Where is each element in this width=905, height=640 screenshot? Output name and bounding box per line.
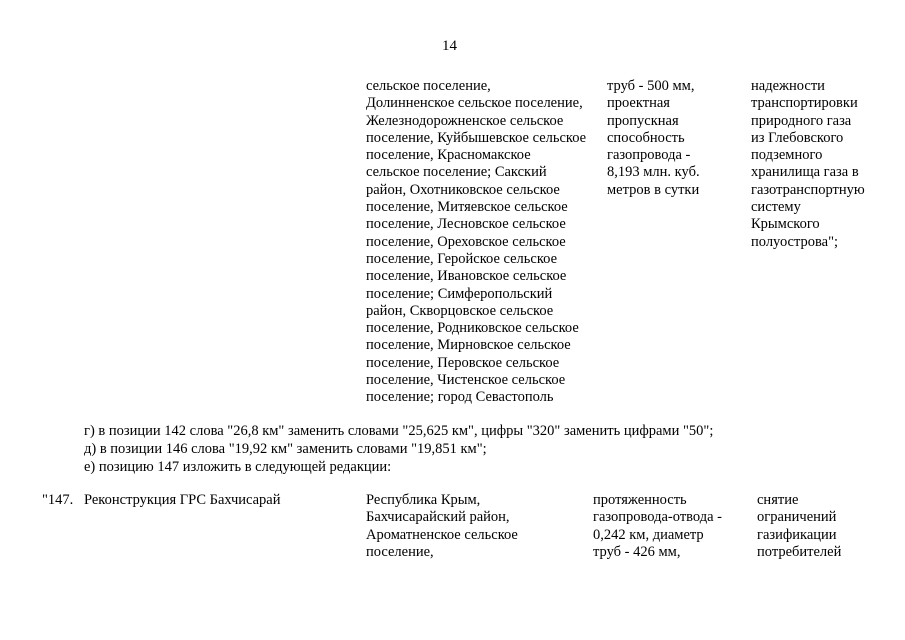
location-line: сельское поселение; Сакский <box>366 164 547 181</box>
purpose-line: надежности <box>751 78 825 94</box>
location-line: район, Охотниковское сельское <box>366 181 560 198</box>
purpose-line: подземного <box>751 147 823 164</box>
row-147-number: "147. <box>42 492 74 508</box>
location-line: поселение, Ивановское сельское <box>366 268 567 285</box>
params-line: 8,193 млн. куб. <box>607 164 700 181</box>
row-147-params-line: труб - 426 мм, <box>593 543 681 560</box>
row-147-location <box>366 492 518 561</box>
purpose-line: полуострова"; <box>751 233 839 250</box>
purpose-column <box>751 78 865 251</box>
row-147-name: Реконструкция ГРС Бахчисарай <box>84 492 281 508</box>
location-line: сельское поселение, <box>366 78 491 94</box>
row-147-location-line: поселение, <box>366 543 434 560</box>
purpose-line: из Глебовского <box>751 129 844 146</box>
params-line: газопровода - <box>607 147 691 164</box>
purpose-line: газотранспортную <box>751 181 865 198</box>
location-line: поселение, Геройское сельское <box>366 250 558 267</box>
location-line: поселение, Митяевское сельское <box>366 199 568 216</box>
params-line: проектная <box>607 95 670 112</box>
purpose-line: хранилища газа в <box>751 164 859 181</box>
row-147-purpose-line: потребителей <box>757 543 842 560</box>
row-147-params-line: протяженность <box>593 492 687 508</box>
page-number: 14 <box>442 38 457 54</box>
location-line: поселение, Мирновское сельское <box>366 337 571 354</box>
purpose-line: транспортировки <box>751 95 858 112</box>
row-147-params <box>593 492 722 561</box>
params-line: метров в сутки <box>607 181 700 198</box>
location-line: район, Скворцовское сельское <box>366 302 554 319</box>
row-147-purpose-line: газификации <box>757 526 837 543</box>
purpose-line: систему <box>751 199 801 216</box>
location-column <box>366 78 586 407</box>
purpose-line: природного газа <box>751 112 852 129</box>
amendment-e: е) позицию 147 изложить в следующей редакции: <box>84 459 392 475</box>
row-147-location-line: Республика Крым, <box>366 492 481 508</box>
location-line: поселение; Симферопольский <box>366 285 553 302</box>
row-147-purpose-line: снятие <box>757 492 799 508</box>
location-line: Железнодорожненское сельское <box>366 112 564 129</box>
row-147-params-line: газопровода-отвода - <box>593 509 722 526</box>
location-line: поселение, Родниковское сельское <box>366 320 579 337</box>
purpose-line: Крымского <box>751 216 820 233</box>
row-147-params-line: 0,242 км, диаметр <box>593 526 704 543</box>
amendment-d: д) в позиции 146 слова "19,92 км" заменить словами "19,851 км"; <box>84 441 487 457</box>
row-147-location-line: Ароматненское сельское <box>366 526 518 543</box>
amendment-g: г) в позиции 142 слова "26,8 км" заменить словами "25,625 км", цифры "320" заменить цифрами "50"; <box>84 423 714 439</box>
location-line: поселение; город Севастополь <box>366 389 554 406</box>
location-line: поселение, Красномакское <box>366 147 531 164</box>
params-line: труб - 500 мм, <box>607 78 695 94</box>
location-line: поселение, Лесновское сельское <box>366 216 566 233</box>
params-line: способность <box>607 129 685 146</box>
location-line: Долинненское сельское поселение, <box>366 95 583 112</box>
location-line: поселение, Перовское сельское <box>366 354 560 371</box>
row-147-purpose-line: ограничений <box>757 509 837 526</box>
row-147-purpose <box>757 492 841 561</box>
params-column <box>607 78 700 199</box>
row-147-location-line: Бахчисарайский район, <box>366 509 510 526</box>
params-line: пропускная <box>607 112 679 129</box>
location-line: поселение, Чистенское сельское <box>366 372 566 389</box>
location-line: поселение, Ореховское сельское <box>366 233 566 250</box>
location-line: поселение, Куйбышевское сельское <box>366 129 587 146</box>
